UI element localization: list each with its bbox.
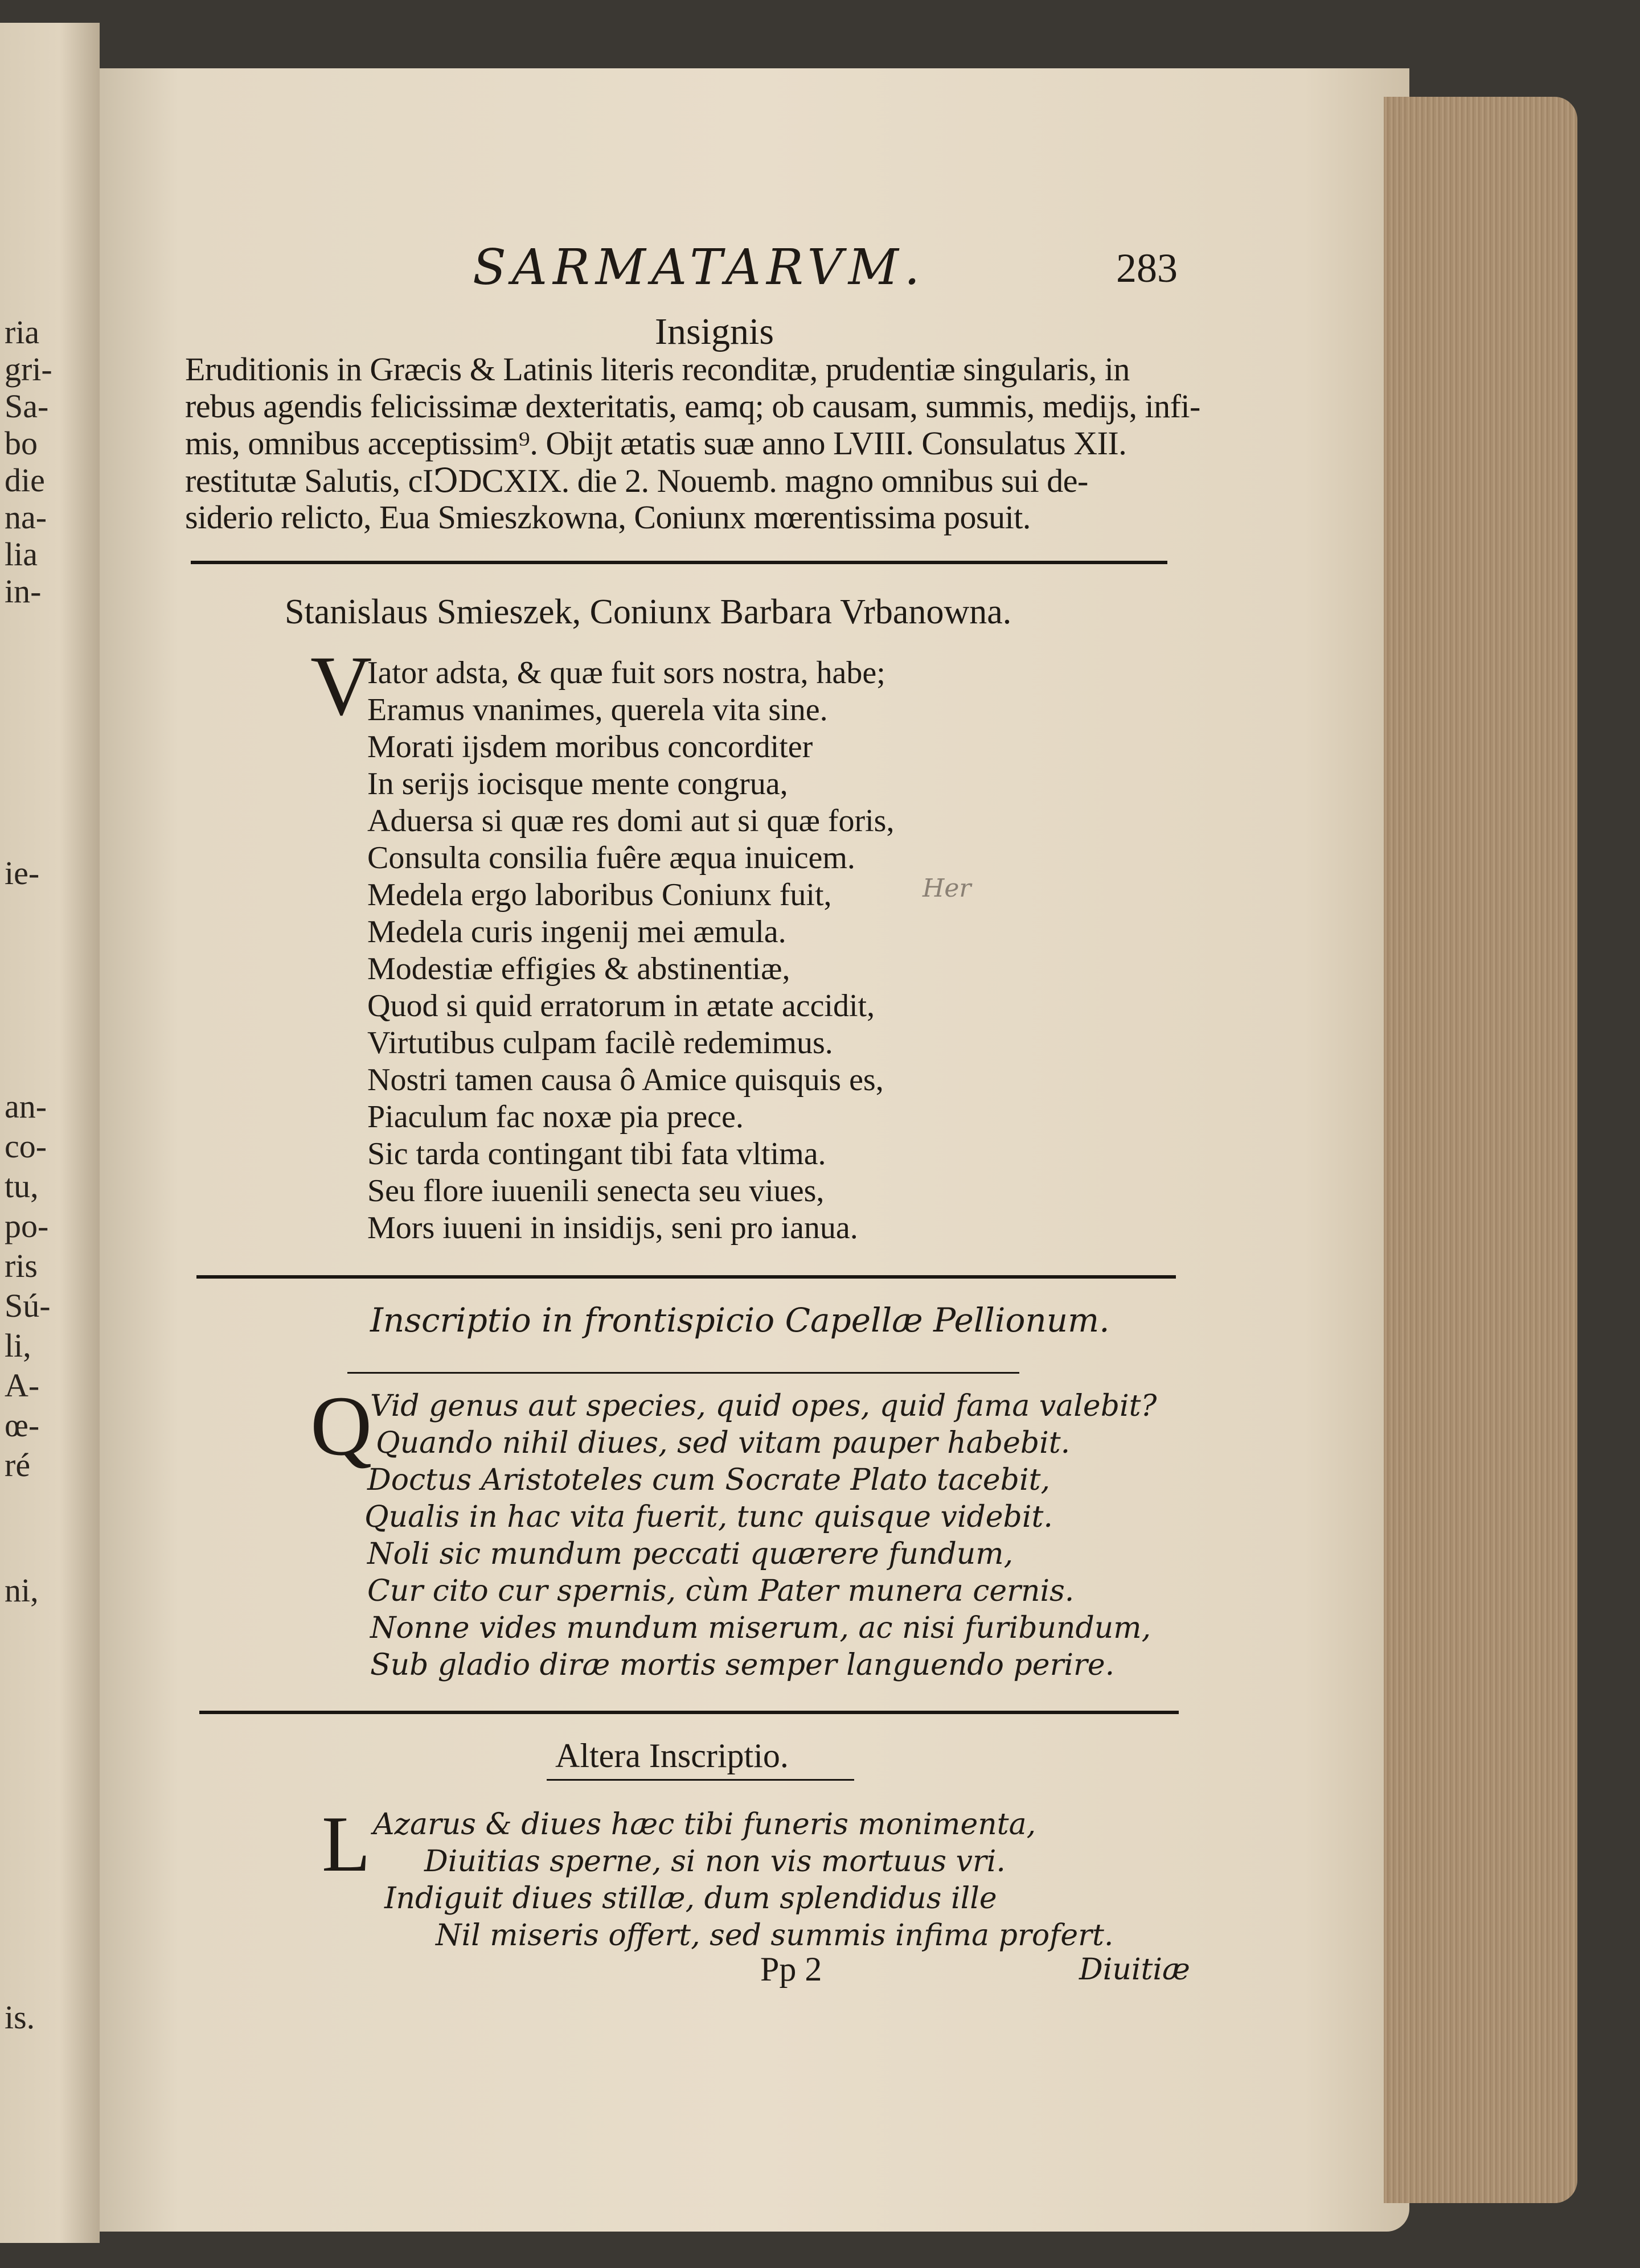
chapel-line: Noli sic mundum peccati quærere fundum, [367, 1537, 1014, 1571]
left-fragment: po- [5, 1207, 49, 1244]
epitaph-dropcap: V [310, 639, 372, 733]
altera-line: Indiguit diues stillæ, dum splendidus ille [384, 1881, 997, 1916]
left-fragment: lia [5, 536, 38, 573]
left-fragment: bo [5, 425, 38, 462]
epitaph-line: Aduersa si quæ res domi aut si quæ foris, [367, 803, 895, 839]
inscription-line: restitutæ Salutis, cIↃDCXIX. die 2. Nouemb. magno omnibus sui de- [185, 462, 1088, 499]
altera-line: Azarus & diues hæc tibi funeris monimenta, [373, 1807, 1036, 1842]
chapel-line: Quando nihil diues, sed vitam pauper habebit. [376, 1426, 1071, 1460]
left-fragment: ie- [5, 854, 40, 891]
chapel-dropcap: Q [310, 1379, 372, 1473]
left-fragment: ris [5, 1247, 38, 1284]
left-fragment: is. [5, 1999, 35, 2036]
left-fragment: li, [5, 1327, 31, 1364]
epitaph-line: Morati ijsdem moribus concorditer [367, 729, 813, 765]
section-divider [199, 1711, 1179, 1714]
inscription-line: rebus agendis felicissimæ dexteritatis, eamq; ob causam, summis, medijs, infi- [185, 388, 1200, 425]
left-fragment: ré [5, 1447, 31, 1484]
chapel-line: Vid genus aut species, quid opes, quid fama valebit? [370, 1389, 1157, 1423]
epitaph-line: Piaculum fac noxæ pia prece. [367, 1099, 744, 1135]
inscription-line: Eruditionis in Græcis & Latinis literis reconditæ, prudentiæ singularis, in [185, 351, 1130, 388]
catchword: Diuitiæ [1079, 1953, 1190, 1987]
altera-line: Diuitias sperne, si non vis mortuus vri. [424, 1844, 1006, 1879]
epitaph-line: In serijs iocisque mente congrua, [367, 766, 788, 802]
left-fragment: in- [5, 573, 42, 610]
running-title: SARMATARVM. [473, 239, 926, 296]
signature-mark: Pp 2 [760, 1950, 822, 1988]
epitaph-line: Sic tarda contingant tibi fata vltima. [367, 1136, 826, 1172]
chapel-line: Doctus Aristoteles cum Socrate Plato tacebit, [367, 1463, 1050, 1497]
inscription-heading: Insignis [655, 311, 774, 352]
epitaph-line: Seu flore iuuenili senecta seu viues, [367, 1173, 825, 1209]
left-fragment: Sa- [5, 388, 49, 425]
epitaph-title: Stanislaus Smieszek, Coniunx Barbara Vrbanowna. [285, 593, 1012, 631]
page-number: 283 [1116, 245, 1178, 291]
left-fragment: Sú- [5, 1287, 51, 1324]
section-divider [196, 1275, 1176, 1279]
section-divider [191, 561, 1167, 564]
chapel-line: Sub gladio diræ mortis semper languendo perire. [370, 1648, 1115, 1682]
left-fragment: die [5, 462, 45, 499]
epitaph-line: Modestiæ effigies & abstinentiæ, [367, 951, 790, 987]
epitaph-line: Consulta consilia fuêre æqua inuicem. [367, 840, 855, 876]
epitaph-line: Mors iuueni in insidijs, seni pro ianua. [367, 1210, 858, 1246]
epitaph-line: Nostri tamen causa ô Amice quisquis es, [367, 1062, 884, 1098]
left-fragment: A- [5, 1367, 40, 1404]
left-fragment: tu, [5, 1168, 39, 1205]
title-underline [347, 1372, 1019, 1374]
epitaph-line: Eramus vnanimes, querela vita sine. [367, 692, 828, 728]
chapel-title: Inscriptio in frontispicio Capellæ Pellionum. [370, 1301, 1110, 1340]
altera-dropcap: L [322, 1800, 371, 1888]
chapel-line: Cur cito cur spernis, cùm Pater munera cernis. [367, 1574, 1075, 1608]
inscription-line: mis, omnibus acceptissim⁹. Obijt ætatis suæ anno LVIII. Consulatus XII. [185, 425, 1127, 462]
epitaph-line: Virtutibus culpam facilè redemimus. [367, 1025, 833, 1061]
handwritten-margin-note: Her [922, 874, 971, 903]
left-fragment: na- [5, 499, 47, 536]
inscription-line: siderio relicto, Eua Smieszkowna, Coniunx mœrentissima posuit. [185, 499, 1031, 536]
chapel-line: Nonne vides mundum miserum, ac nisi furibundum, [370, 1611, 1151, 1645]
left-fragment: gri- [5, 351, 52, 388]
altera-line: Nil miseris offert, sed summis infima profert. [436, 1918, 1114, 1953]
left-fragment: an- [5, 1088, 47, 1125]
left-fragment: œ- [5, 1407, 40, 1444]
left-fragment: ni, [5, 1572, 39, 1609]
epitaph-line: Medela ergo laboribus Coniunx fuit, [367, 877, 832, 913]
epitaph-line: Quod si quid erratorum in ætate accidit, [367, 988, 875, 1024]
left-fragment: ria [5, 314, 40, 351]
epitaph-line: Medela curis ingenij mei æmula. [367, 914, 786, 950]
left-fragment: co- [5, 1128, 47, 1165]
altera-title: Altera Inscriptio. [555, 1737, 789, 1774]
title-underline [547, 1779, 854, 1781]
chapel-line: Qualis in hac vita fuerit, tunc quisque videbit. [364, 1500, 1053, 1534]
epitaph-line: Iator adsta, & quæ fuit sors nostra, habe; [367, 655, 885, 691]
